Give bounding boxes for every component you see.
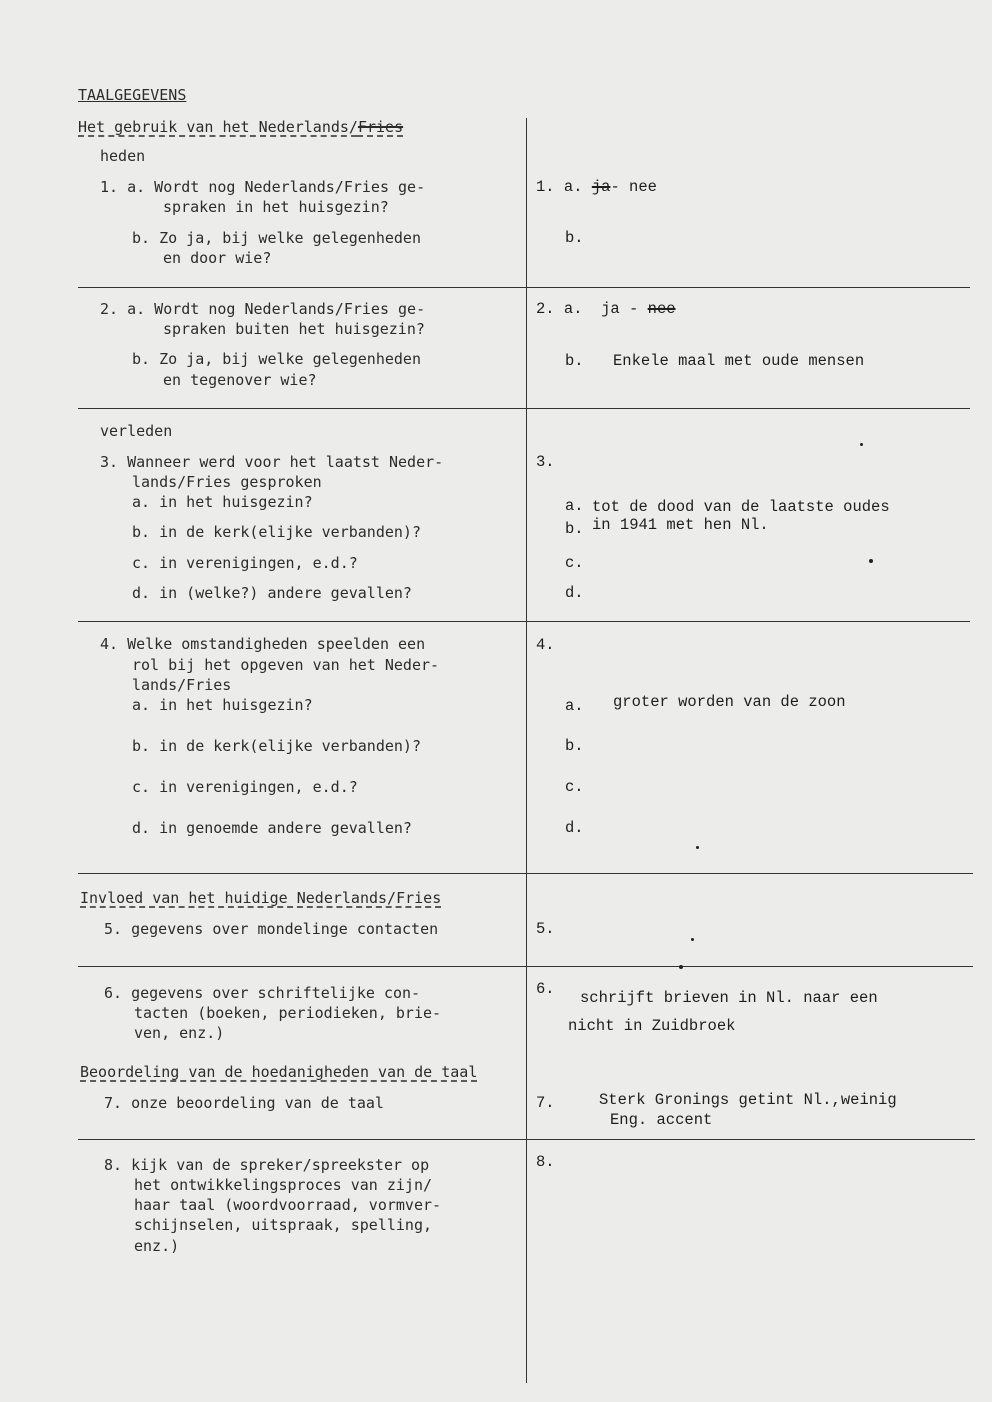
q3a: a. in het huisgezin? (132, 493, 313, 511)
answer-7-num: 7. (536, 1094, 555, 1112)
row-rule (78, 966, 973, 967)
struck-word: Fries (357, 118, 404, 136)
section-heading-usage (78, 117, 403, 137)
answer-6-num: 6. (536, 980, 555, 998)
ink-speck (696, 846, 699, 849)
present-label: heden (100, 147, 146, 165)
q8-line5: enz.) (134, 1237, 180, 1255)
answer-4b: b. (565, 737, 584, 755)
answer-4c: c. (565, 778, 584, 796)
struck-answer: nee (647, 300, 676, 318)
answer-2b-label: b. (565, 352, 584, 370)
q1b-line1: b. Zo ja, bij welke gelegenheden (132, 229, 421, 247)
q3-line2: lands/Fries gesproken (132, 473, 322, 491)
answer-1b: b. (565, 229, 584, 247)
q4b: b. in de kerk(elijke verbanden)? (132, 737, 421, 755)
answer-5: 5. (536, 920, 555, 938)
answer-4a-text: groter worden van de zoon (613, 693, 846, 711)
answer-7-line1: Sterk Gronings getint Nl.,weinig (599, 1091, 897, 1109)
answer-1a (536, 177, 657, 197)
row-rule (78, 408, 970, 409)
q5: 5. gegevens over mondelinge contacten (104, 920, 439, 938)
q8-line1: 8. kijk van de spreker/spreekster op (104, 1156, 430, 1174)
q7: 7. onze beoordeling van de taal (104, 1094, 384, 1112)
section-title: TAALGEGEVENS (78, 86, 187, 104)
answer-3a-text: tot de dood van de laatste oudes (592, 498, 890, 516)
answer-2a-label: 2. a. ja - (536, 300, 639, 318)
answer-2a (536, 299, 676, 319)
q3c: c. in verenigingen, e.d.? (132, 554, 358, 572)
q4a: a. in het huisgezin? (132, 696, 313, 714)
q1a-line2: spraken in het huisgezin? (163, 198, 389, 216)
answer-4d: d. (565, 819, 584, 837)
q6-line1: 6. gegevens over schriftelijke con- (104, 984, 421, 1002)
q4d: d. in genoemde andere gevallen? (132, 819, 412, 837)
q6-line2: tacten (boeken, periodieken, brie- (134, 1004, 442, 1022)
q6-line3: ven, enz.) (134, 1024, 225, 1042)
row-rule (78, 621, 970, 622)
answer-7-line2: Eng. accent (610, 1111, 713, 1129)
answer-3c: c. (565, 554, 584, 572)
q4-line2: rol bij het opgeven van het Neder- (132, 656, 440, 674)
q4-line1: 4. Welke omstandigheden speelden een (100, 635, 426, 653)
q2a-line1: 2. a. Wordt nog Nederlands/Fries ge- (100, 300, 426, 318)
heading-text: Het gebruik van het Nederlands/ (78, 118, 358, 136)
answer-8: 8. (536, 1153, 555, 1171)
q3d: d. in (welke?) andere gevallen? (132, 584, 412, 602)
q2b-line2: en tegenover wie? (163, 371, 317, 389)
answer-1a-text: - nee (610, 178, 657, 196)
row-rule (78, 1139, 975, 1140)
ink-speck (691, 938, 694, 941)
answer-3a-label: a. (565, 497, 584, 515)
row-rule (78, 287, 970, 288)
answer-2b-text: Enkele maal met oude mensen (613, 352, 865, 370)
answer-3b-label: b. (565, 520, 584, 538)
column-divider (526, 118, 527, 1383)
q1a-line1: 1. a. Wordt nog Nederlands/Fries ge- (100, 178, 426, 196)
q8-line2: het ontwikkelingsproces van zijn/ (134, 1176, 433, 1194)
answer-3d: d. (565, 584, 584, 602)
q3b: b. in de kerk(elijke verbanden)? (132, 523, 421, 541)
answer-3: 3. (536, 453, 555, 471)
answer-6-line1: schrijft brieven in Nl. naar een (580, 989, 878, 1007)
q2b-line1: b. Zo ja, bij welke gelegenheden (132, 350, 421, 368)
q2a-line2: spraken buiten het huisgezin? (163, 320, 425, 338)
struck-answer: ja (591, 178, 611, 196)
q1b-line2: en door wie? (163, 249, 272, 267)
answer-3b-text: in 1941 met hen Nl. (592, 516, 769, 534)
ink-speck (869, 559, 873, 563)
q8-line4: schijnselen, uitspraak, spelling, (134, 1216, 433, 1234)
row-rule (78, 873, 973, 874)
q4c: c. in verenigingen, e.d.? (132, 778, 358, 796)
ink-speck (679, 965, 683, 969)
answer-6-line2: nicht in Zuidbroek (568, 1017, 736, 1035)
past-label: verleden (100, 422, 173, 440)
ink-speck (860, 443, 863, 446)
answer-4a-label: a. (565, 697, 584, 715)
section-heading-evaluation: Beoordeling van de hoedanigheden van de taal (80, 1063, 478, 1081)
q4-line3: lands/Fries (132, 676, 232, 694)
answer-1a-label: 1. a. (536, 178, 583, 196)
answer-4: 4. (536, 636, 555, 654)
q3-line1: 3. Wanneer werd voor het laatst Neder- (100, 453, 444, 471)
q8-line3: haar taal (woordvoorraad, vormver- (134, 1196, 442, 1214)
section-heading-influence: Invloed van het huidige Nederlands/Fries (80, 889, 442, 907)
